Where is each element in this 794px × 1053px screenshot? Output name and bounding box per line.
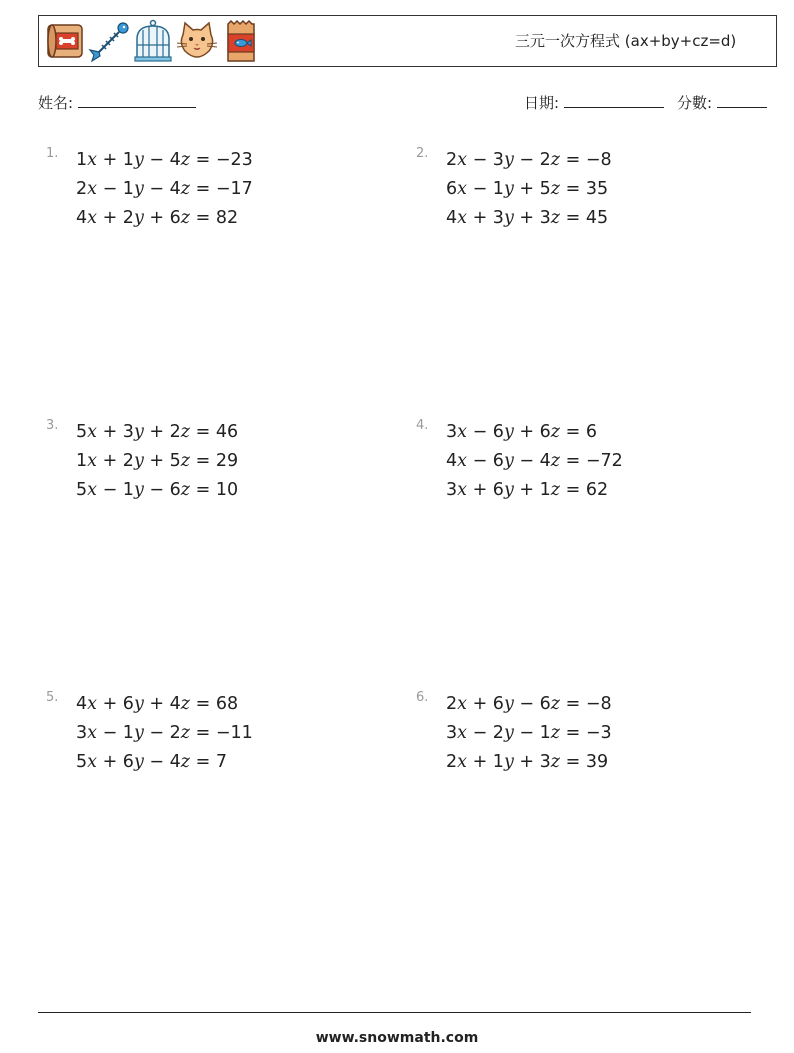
rhs-value: 35 <box>585 179 609 199</box>
equals-sign: = <box>190 723 216 743</box>
rhs-value: 10 <box>215 480 239 500</box>
equation <box>446 150 612 170</box>
equals-sign: = <box>560 451 586 471</box>
rhs-value: 45 <box>585 208 609 228</box>
coef-b: + 6 <box>467 694 504 714</box>
coef-a: 2 <box>446 694 458 714</box>
var-y: y <box>133 150 144 170</box>
var-x: x <box>87 694 98 714</box>
equals-sign: = <box>190 208 216 228</box>
equation <box>446 451 623 471</box>
coef-c: − 2 <box>513 150 551 170</box>
var-z: z <box>550 150 561 170</box>
coef-b: + 6 <box>467 480 504 500</box>
score-label: 分數: <box>677 94 713 112</box>
var-x: x <box>457 150 468 170</box>
rhs-value: 6 <box>585 422 597 442</box>
equals-sign: = <box>190 150 216 170</box>
coef-b: + 6 <box>97 752 134 772</box>
var-z: z <box>550 723 561 743</box>
var-y: y <box>503 480 514 500</box>
var-y: y <box>503 150 514 170</box>
cat-face-icon <box>175 19 219 63</box>
score-field[interactable] <box>677 92 767 113</box>
score-blank[interactable] <box>717 93 767 108</box>
equation <box>76 694 238 714</box>
rhs-value: −3 <box>585 723 612 743</box>
coef-c: + 5 <box>513 179 551 199</box>
var-z: z <box>550 179 561 199</box>
coef-c: + 6 <box>143 208 181 228</box>
coef-b: + 1 <box>97 150 134 170</box>
var-z: z <box>180 179 191 199</box>
problem-number: 6. <box>416 690 429 705</box>
date-field[interactable] <box>524 92 664 113</box>
coef-a: 4 <box>446 451 458 471</box>
var-x: x <box>87 451 98 471</box>
worksheet-title: 三元一次方程式 (ax+by+cz=d) <box>515 32 737 50</box>
problem-number: 4. <box>416 418 429 433</box>
coef-a: 2 <box>446 752 458 772</box>
footer-divider <box>38 1012 751 1013</box>
var-x: x <box>87 179 98 199</box>
var-y: y <box>133 451 144 471</box>
equation <box>76 150 253 170</box>
var-z: z <box>180 723 191 743</box>
equation <box>446 422 597 442</box>
coef-a: 3 <box>446 480 458 500</box>
rhs-value: 62 <box>585 480 609 500</box>
coef-a: 2 <box>446 150 458 170</box>
name-label: 姓名: <box>38 94 74 112</box>
coef-c: + 3 <box>513 752 551 772</box>
pet-food-can-icon <box>44 19 88 63</box>
var-y: y <box>133 422 144 442</box>
fish-food-bag-icon <box>219 19 263 63</box>
equation <box>76 179 253 199</box>
var-y: y <box>503 208 514 228</box>
coef-c: − 6 <box>143 480 181 500</box>
rhs-value: 68 <box>215 694 239 714</box>
coef-b: − 6 <box>467 422 504 442</box>
coef-b: + 3 <box>467 208 504 228</box>
coef-c: − 4 <box>513 451 551 471</box>
coef-b: − 3 <box>467 150 504 170</box>
var-z: z <box>550 422 561 442</box>
var-x: x <box>457 179 468 199</box>
equation <box>446 723 612 743</box>
coef-c: + 6 <box>513 422 551 442</box>
equation <box>446 480 608 500</box>
var-y: y <box>503 422 514 442</box>
coef-b: + 2 <box>97 451 134 471</box>
equation <box>446 752 608 772</box>
coef-a: 2 <box>76 179 88 199</box>
coef-a: 3 <box>446 723 458 743</box>
var-x: x <box>87 150 98 170</box>
var-z: z <box>180 694 191 714</box>
var-y: y <box>133 694 144 714</box>
rhs-value: −72 <box>585 451 623 471</box>
equals-sign: = <box>560 723 586 743</box>
coef-a: 5 <box>76 422 88 442</box>
var-x: x <box>87 480 98 500</box>
var-x: x <box>457 208 468 228</box>
rhs-value: −11 <box>215 723 253 743</box>
coef-b: + 2 <box>97 208 134 228</box>
equation <box>76 723 253 743</box>
var-y: y <box>503 723 514 743</box>
var-x: x <box>87 208 98 228</box>
var-y: y <box>503 179 514 199</box>
equation <box>76 208 238 228</box>
coef-b: − 1 <box>97 179 134 199</box>
equation <box>76 480 238 500</box>
coef-b: + 3 <box>97 422 134 442</box>
var-x: x <box>87 752 98 772</box>
coef-c: + 3 <box>513 208 551 228</box>
name-field[interactable] <box>38 92 196 113</box>
var-z: z <box>180 480 191 500</box>
coef-a: 3 <box>446 422 458 442</box>
var-z: z <box>180 150 191 170</box>
rhs-value: 29 <box>215 451 239 471</box>
worksheet-header <box>38 15 777 67</box>
coef-c: − 4 <box>143 150 181 170</box>
var-y: y <box>503 694 514 714</box>
name-blank[interactable] <box>78 93 196 108</box>
var-y: y <box>133 723 144 743</box>
coef-a: 4 <box>76 208 88 228</box>
coef-c: − 2 <box>143 723 181 743</box>
var-y: y <box>133 480 144 500</box>
equation <box>76 451 238 471</box>
var-z: z <box>550 208 561 228</box>
equals-sign: = <box>190 752 216 772</box>
coef-c: − 4 <box>143 752 181 772</box>
date-blank[interactable] <box>564 93 664 108</box>
problem-number: 1. <box>46 146 59 161</box>
equals-sign: = <box>190 480 216 500</box>
footer-url: www.snowmath.com <box>315 1030 479 1046</box>
coef-a: 5 <box>76 480 88 500</box>
var-z: z <box>180 208 191 228</box>
var-z: z <box>180 752 191 772</box>
equals-sign: = <box>560 480 586 500</box>
var-z: z <box>550 752 561 772</box>
problem-number: 3. <box>46 418 59 433</box>
equals-sign: = <box>560 208 586 228</box>
coef-b: − 2 <box>467 723 504 743</box>
problem-number: 5. <box>46 690 59 705</box>
var-z: z <box>550 694 561 714</box>
coef-c: − 1 <box>513 723 551 743</box>
equals-sign: = <box>190 451 216 471</box>
equation <box>76 422 238 442</box>
equation <box>446 179 608 199</box>
equation <box>446 208 608 228</box>
coef-b: − 1 <box>467 179 504 199</box>
coef-c: + 2 <box>143 422 181 442</box>
coef-b: − 1 <box>97 723 134 743</box>
equation <box>76 752 227 772</box>
var-y: y <box>133 752 144 772</box>
equals-sign: = <box>560 150 586 170</box>
rhs-value: −8 <box>585 150 612 170</box>
coef-b: − 1 <box>97 480 134 500</box>
var-x: x <box>457 694 468 714</box>
coef-a: 5 <box>76 752 88 772</box>
rhs-value: 7 <box>215 752 227 772</box>
coef-a: 6 <box>446 179 458 199</box>
equation <box>446 694 612 714</box>
equals-sign: = <box>560 694 586 714</box>
equals-sign: = <box>560 179 586 199</box>
rhs-value: 82 <box>215 208 239 228</box>
var-z: z <box>550 480 561 500</box>
var-z: z <box>180 422 191 442</box>
coef-c: − 4 <box>143 179 181 199</box>
coef-a: 1 <box>76 150 88 170</box>
rhs-value: −23 <box>215 150 253 170</box>
rhs-value: −17 <box>215 179 253 199</box>
coef-b: − 6 <box>467 451 504 471</box>
var-x: x <box>87 422 98 442</box>
var-x: x <box>457 480 468 500</box>
var-x: x <box>457 752 468 772</box>
fish-bone-icon <box>87 19 131 63</box>
equals-sign: = <box>190 179 216 199</box>
var-y: y <box>133 179 144 199</box>
coef-a: 3 <box>76 723 88 743</box>
rhs-value: 39 <box>585 752 609 772</box>
rhs-value: 46 <box>215 422 239 442</box>
coef-c: + 5 <box>143 451 181 471</box>
var-x: x <box>457 422 468 442</box>
var-z: z <box>180 451 191 471</box>
bird-cage-icon <box>131 19 175 63</box>
var-y: y <box>503 752 514 772</box>
coef-b: + 6 <box>97 694 134 714</box>
var-x: x <box>457 451 468 471</box>
var-y: y <box>133 208 144 228</box>
coef-a: 4 <box>76 694 88 714</box>
equals-sign: = <box>190 694 216 714</box>
rhs-value: −8 <box>585 694 612 714</box>
date-label: 日期: <box>524 94 560 112</box>
var-x: x <box>87 723 98 743</box>
coef-b: + 1 <box>467 752 504 772</box>
equals-sign: = <box>560 752 586 772</box>
coef-a: 1 <box>76 451 88 471</box>
var-z: z <box>550 451 561 471</box>
var-y: y <box>503 451 514 471</box>
coef-a: 4 <box>446 208 458 228</box>
problem-number: 2. <box>416 146 429 161</box>
coef-c: − 6 <box>513 694 551 714</box>
coef-c: + 1 <box>513 480 551 500</box>
equals-sign: = <box>190 422 216 442</box>
var-x: x <box>457 723 468 743</box>
coef-c: + 4 <box>143 694 181 714</box>
equals-sign: = <box>560 422 586 442</box>
